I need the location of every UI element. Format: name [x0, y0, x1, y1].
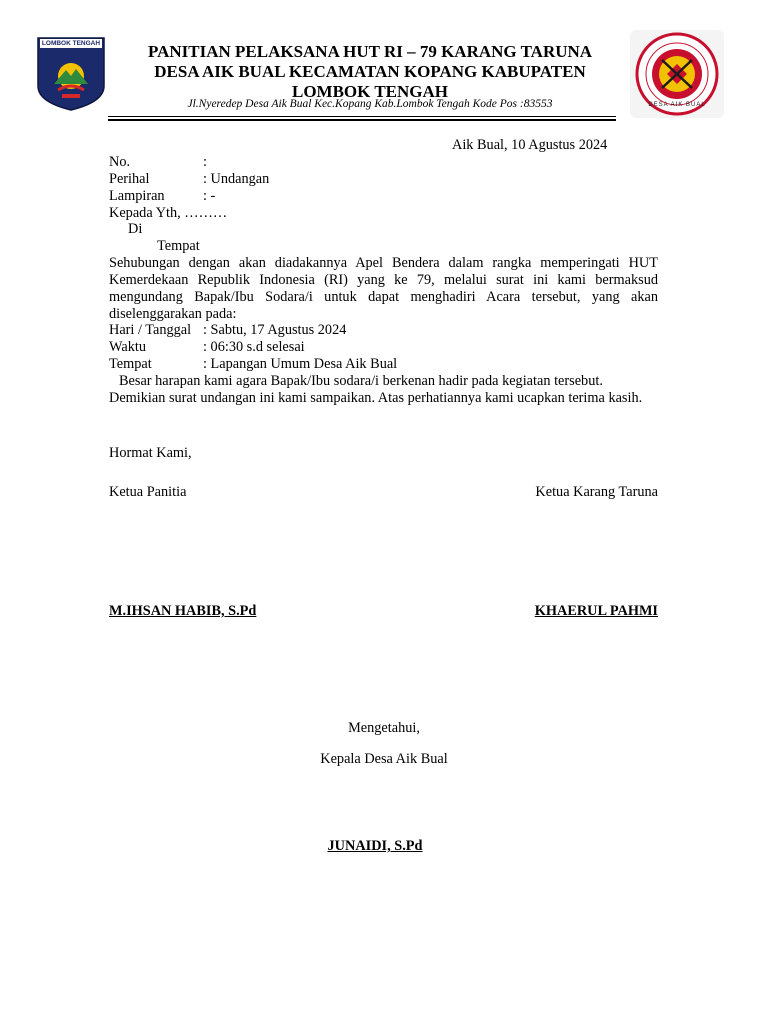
detail-place: [109, 356, 397, 373]
meta-value: : Undangan: [203, 171, 270, 187]
lombok-tengah-logo: [36, 36, 106, 112]
header-title-line3: LOMBOK TENGAH: [291, 82, 448, 101]
meta-attachment: [109, 188, 215, 205]
logo-caption: LOMBOK TENGAH: [41, 40, 101, 47]
meta-label: Lampiran: [109, 188, 165, 204]
meta-value: :: [203, 154, 207, 170]
left-signatory-name: M.IHSAN HABIB, S.Pd: [109, 603, 257, 619]
detail-value: : 06:30 s.d selesai: [203, 339, 305, 355]
header-divider: [108, 116, 616, 117]
right-signatory-name: KHAERUL PAHMI: [534, 603, 658, 619]
recipient-di: Di: [128, 221, 143, 237]
detail-label: Waktu: [109, 339, 146, 355]
header-divider-thick: [108, 119, 616, 121]
seal-caption: DESA AIK BUAL: [648, 102, 706, 108]
closing-paragraph: Besar harapan kami agara Bapak/Ibu sodara/i berkenan hadir pada kegiatan tersebut. Demikian surat undangan ini kami sampaikan. Atas perhatiannya kami ucapkan terima kasih.: [109, 373, 643, 406]
letter-date: Aik Bual, 10 Agustus 2024: [452, 137, 608, 153]
left-signatory-title: Ketua Panitia: [109, 484, 187, 500]
right-signatory-title: Ketua Karang Taruna: [535, 484, 658, 500]
detail-value: : Lapangan Umum Desa Aik Bual: [203, 356, 398, 372]
meta-label: No.: [109, 154, 131, 170]
header-title-line2: DESA AIK BUAL KECAMATAN KOPANG KABUPATEN: [154, 62, 586, 81]
recipient: Kepada Yth, ………: [109, 205, 228, 221]
detail-date: [109, 322, 346, 339]
meta-number: [109, 154, 207, 171]
karang-taruna-seal: [630, 30, 724, 118]
detail-label: Tempat: [109, 356, 152, 372]
village-head-name: JUNAIDI, S.Pd: [327, 838, 423, 854]
recipient-place: Tempat: [157, 238, 200, 254]
header-title-line1: PANITIAN PELAKSANA HUT RI – 79 KARANG TARUNA: [147, 42, 593, 61]
meta-value: : -: [203, 188, 216, 204]
village-head-title: Kepala Desa Aik Bual: [320, 751, 448, 767]
detail-label: Hari / Tanggal: [109, 322, 192, 338]
meta-label: Perihal: [109, 171, 150, 187]
header-address: Jl.Nyeredep Desa Aik Bual Kec.Kopang Kab.Lombok Tengah Kode Pos :83553: [187, 98, 553, 110]
detail-time: [109, 339, 305, 356]
meta-subject: [109, 171, 269, 188]
regards: Hormat Kami,: [109, 445, 192, 461]
detail-value: : Sabtu, 17 Agustus 2024: [203, 322, 347, 338]
acknowledged-label: Mengetahui,: [348, 720, 420, 736]
body-paragraph: Sehubungan dengan akan diadakannya Apel Bendera dalam rangka memperingati HUT Kemerdekaan Republik Indonesia (RI) yang ke 79, melalui surat ini kami bermaksud mengundang Bapak/Ibu Sodara/i untuk dapat menghadiri Acara tersebut, yang akan diselenggarakan pada:: [109, 255, 658, 322]
